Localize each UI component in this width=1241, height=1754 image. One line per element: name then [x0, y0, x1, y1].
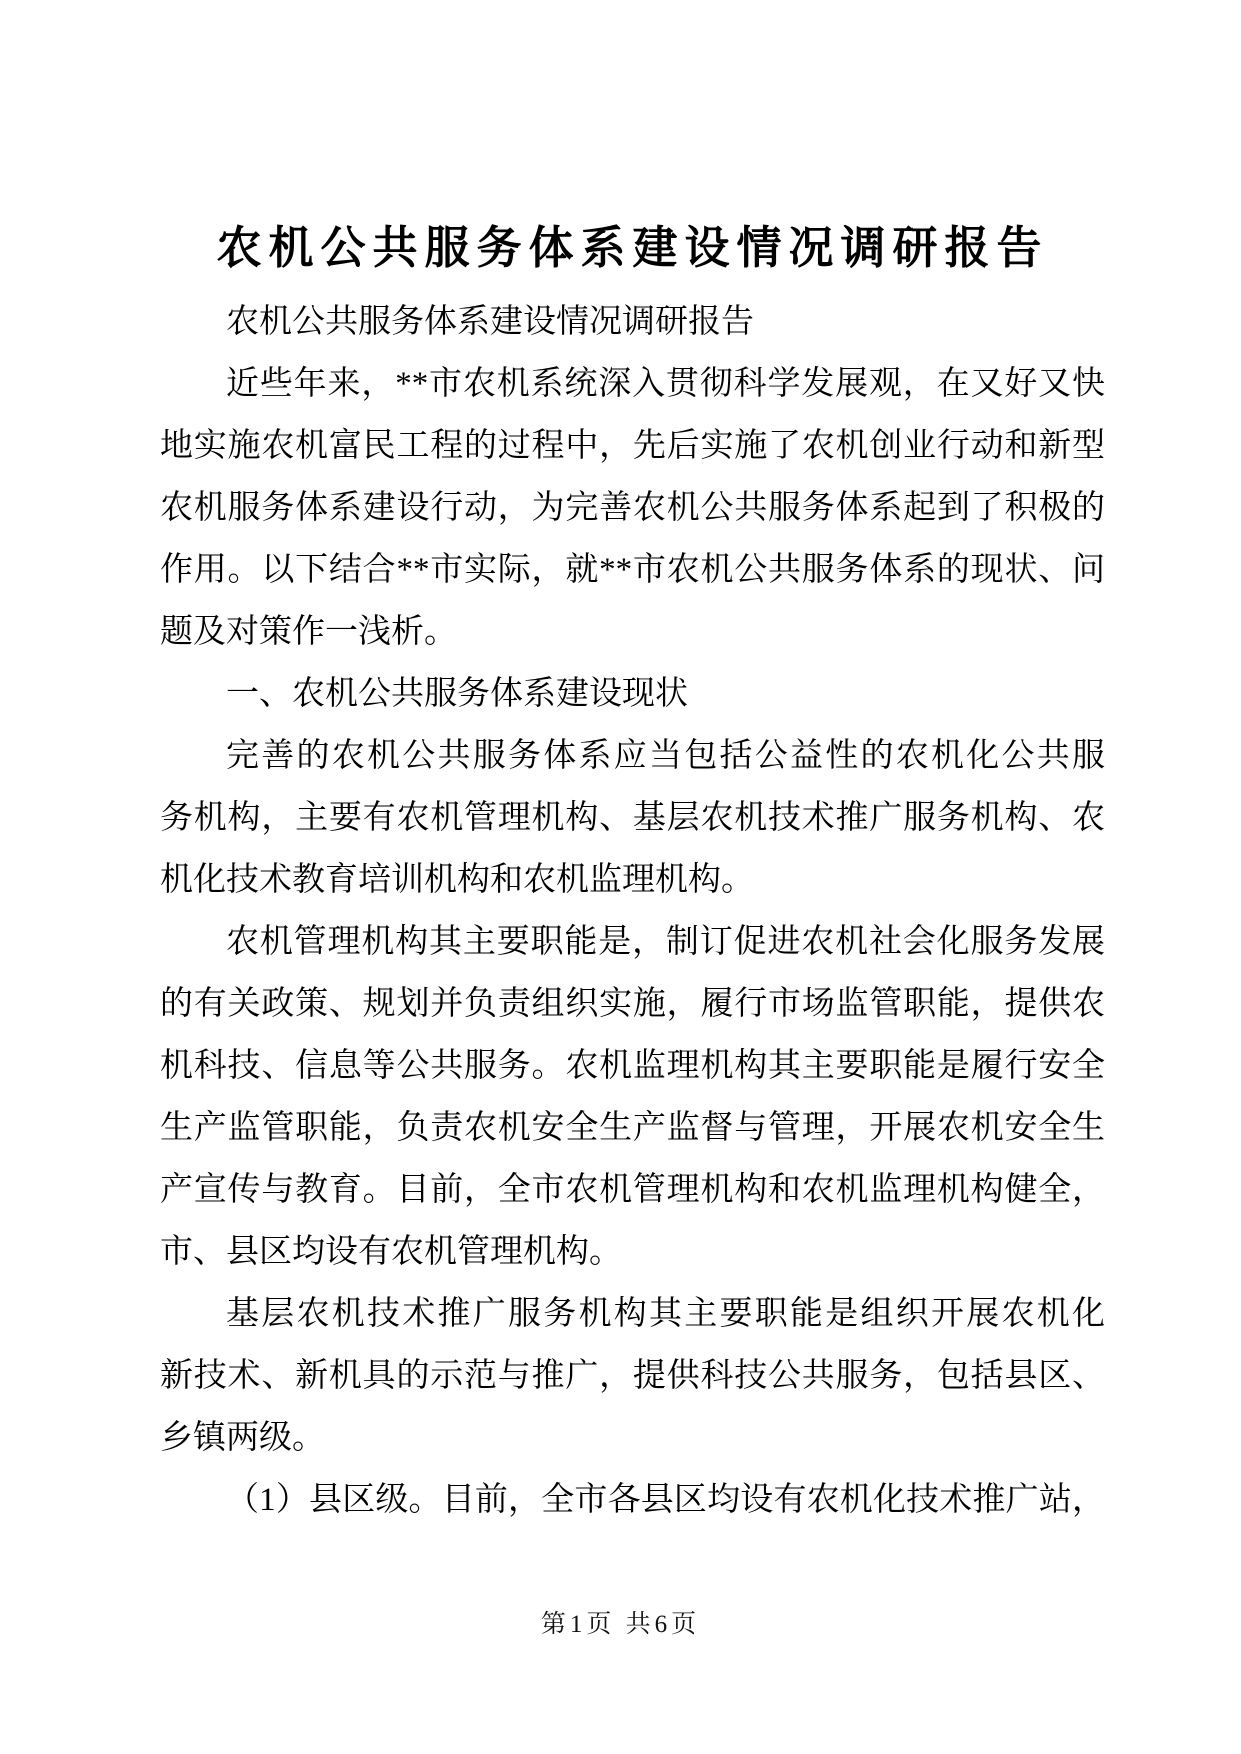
text-line: （1）县区级。目前，全市各县区均设有农机化技术推广站，: [226, 1482, 1105, 1518]
text-line: 机化技术教育培训机构和农机监理机构。: [160, 862, 754, 898]
text-line: 作用。以下结合**市实际，就**市农机公共服务体系的现状、问: [160, 552, 1105, 588]
text-line: 机科技、信息等公共服务。农机监理机构其主要职能是履行安全: [160, 1048, 1105, 1084]
text-line: 务机构，主要有农机管理机构、基层农机技术推广服务机构、农: [160, 800, 1105, 836]
text-line: 市、县区均设有农机管理机构。: [160, 1234, 622, 1270]
text-line: 题及对策作一浅析。: [160, 614, 457, 650]
text-line: 产宣传与教育。目前，全市农机管理机构和农机监理机构健全，: [160, 1172, 1105, 1208]
text-line: 新技术、新机具的示范与推广，提供科技公共服务，包括县区、: [160, 1358, 1105, 1394]
text-line: 地实施农机富民工程的过程中，先后实施了农机创业行动和新型: [160, 428, 1105, 464]
text-line: 近些年来，**市农机系统深入贯彻科学发展观，在又好又快: [226, 366, 1105, 402]
text-line: 生产监管职能，负责农机安全生产监督与管理，开展农机安全生: [160, 1110, 1105, 1146]
text-line: 农机管理机构其主要职能是，制订促进农机社会化服务发展: [226, 924, 1105, 960]
text-line: 基层农机技术推广服务机构其主要职能是组织开展农机化: [226, 1296, 1105, 1332]
text-line: 乡镇两级。: [160, 1420, 325, 1456]
text-line: 完善的农机公共服务体系应当包括公益性的农机化公共服: [226, 738, 1105, 774]
text-line: 一、农机公共服务体系建设现状: [226, 676, 688, 712]
text-line: 农机公共服务体系建设情况调研报告: [226, 304, 754, 340]
text-line: 的有关政策、规划并负责组织实施，履行市场监管职能，提供农: [160, 986, 1105, 1022]
document-body: [0, 291, 1241, 1531]
page-footer: 第1页 共6页: [540, 1611, 701, 1638]
text-line: 农机服务体系建设行动，为完善农机公共服务体系起到了积极的: [160, 490, 1105, 526]
document-title: 农机公共服务体系建设情况调研报告: [216, 223, 1049, 273]
